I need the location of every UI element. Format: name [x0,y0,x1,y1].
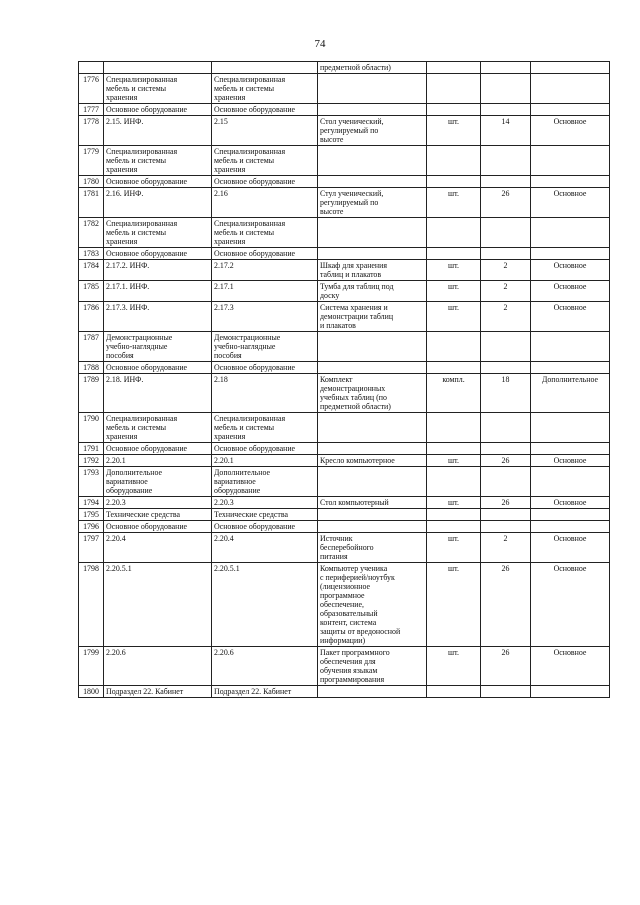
parent-code-cell: 2.20.4 [212,533,318,563]
table-row [79,176,610,188]
table-row [79,281,610,302]
unit-cell: компл. [427,374,481,413]
type-cell [531,362,610,374]
quantity-cell: 2 [481,533,531,563]
code-cell: 2.16. ИНФ. [104,188,212,218]
type-cell [531,62,610,74]
type-cell [531,467,610,497]
quantity-cell [481,176,531,188]
unit-cell: шт. [427,497,481,509]
table-row [79,533,610,563]
code-cell: 2.20.3 [104,497,212,509]
item-name-cell [318,176,427,188]
quantity-cell [481,509,531,521]
unit-cell: шт. [427,455,481,467]
parent-code-cell: 2.20.3 [212,497,318,509]
row-number-cell: 1790 [79,413,104,443]
item-name-cell [318,467,427,497]
parent-code-cell: Основное оборудование [212,521,318,533]
row-number-cell [79,62,104,74]
code-cell: Основное оборудование [104,248,212,260]
row-number-cell: 1792 [79,455,104,467]
row-number-cell: 1796 [79,521,104,533]
quantity-cell [481,686,531,698]
quantity-cell: 14 [481,116,531,146]
quantity-cell [481,218,531,248]
item-name-cell: Компьютер ученика с периферией/ноутбук (лицензионное программное обеспечение, образовательный контент, система защиты от вредоносной информации) [318,563,427,647]
row-number-cell: 1788 [79,362,104,374]
quantity-cell [481,362,531,374]
table-row [79,374,610,413]
unit-cell [427,176,481,188]
quantity-cell: 2 [481,260,531,281]
code-cell: Специализированная мебель и системы хранения [104,413,212,443]
item-name-cell: Шкаф для хранения таблиц и плакатов [318,260,427,281]
row-number-cell: 1780 [79,176,104,188]
parent-code-cell: Технические средства [212,509,318,521]
type-cell [531,509,610,521]
row-number-cell: 1789 [79,374,104,413]
table-row [79,443,610,455]
row-number-cell: 1782 [79,218,104,248]
unit-cell: шт. [427,647,481,686]
quantity-cell: 2 [481,281,531,302]
quantity-cell [481,74,531,104]
parent-code-cell [212,62,318,74]
table-row [79,146,610,176]
code-cell: Основное оборудование [104,176,212,188]
table-row [79,647,610,686]
code-cell: Дополнительное вариативное оборудование [104,467,212,497]
item-name-cell [318,509,427,521]
type-cell: Основное [531,188,610,218]
code-cell: 2.18. ИНФ. [104,374,212,413]
table-row [79,302,610,332]
unit-cell [427,509,481,521]
row-number-cell: 1800 [79,686,104,698]
item-name-cell [318,146,427,176]
code-cell: Технические средства [104,509,212,521]
unit-cell: шт. [427,533,481,563]
parent-code-cell: 2.20.5.1 [212,563,318,647]
item-name-cell: Пакет программного обеспечения для обучения языкам программирования [318,647,427,686]
item-name-cell: Тумба для таблиц под доску [318,281,427,302]
item-name-cell [318,413,427,443]
unit-cell [427,146,481,176]
parent-code-cell: Специализированная мебель и системы хранения [212,74,318,104]
type-cell: Основное [531,563,610,647]
table-row [79,248,610,260]
parent-code-cell: Специализированная мебель и системы хранения [212,146,318,176]
quantity-cell [481,443,531,455]
parent-code-cell: Подраздел 22. Кабинет [212,686,318,698]
item-name-cell: предметной области) [318,62,427,74]
parent-code-cell: Дополнительное вариативное оборудование [212,467,318,497]
parent-code-cell: 2.20.6 [212,647,318,686]
item-name-cell: Комплект демонстрационных учебных таблиц (по предметной области) [318,374,427,413]
unit-cell [427,104,481,116]
type-cell: Основное [531,497,610,509]
quantity-cell [481,467,531,497]
item-name-cell [318,248,427,260]
parent-code-cell: 2.17.2 [212,260,318,281]
code-cell: 2.20.6 [104,647,212,686]
type-cell: Основное [531,302,610,332]
code-cell: 2.17.3. ИНФ. [104,302,212,332]
table-row [79,563,610,647]
item-name-cell [318,443,427,455]
item-name-cell [318,74,427,104]
table-row [79,62,610,74]
row-number-cell: 1794 [79,497,104,509]
code-cell: Основное оборудование [104,443,212,455]
unit-cell [427,686,481,698]
code-cell: Специализированная мебель и системы хранения [104,74,212,104]
unit-cell: шт. [427,281,481,302]
quantity-cell: 18 [481,374,531,413]
quantity-cell: 26 [481,563,531,647]
unit-cell [427,218,481,248]
unit-cell [427,74,481,104]
unit-cell [427,248,481,260]
type-cell [531,686,610,698]
table-row [79,455,610,467]
row-number-cell: 1787 [79,332,104,362]
parent-code-cell: Основное оборудование [212,443,318,455]
row-number-cell: 1781 [79,188,104,218]
row-number-cell: 1784 [79,260,104,281]
item-name-cell [318,686,427,698]
row-number-cell: 1791 [79,443,104,455]
table-row [79,104,610,116]
table-row [79,686,610,698]
type-cell: Основное [531,281,610,302]
unit-cell [427,62,481,74]
item-name-cell [318,362,427,374]
row-number-cell: 1795 [79,509,104,521]
code-cell [104,62,212,74]
code-cell: 2.20.5.1 [104,563,212,647]
item-name-cell [318,332,427,362]
item-name-cell [318,104,427,116]
unit-cell [427,413,481,443]
code-cell: Основное оборудование [104,521,212,533]
quantity-cell [481,104,531,116]
parent-code-cell: Основное оборудование [212,176,318,188]
code-cell: Основное оборудование [104,104,212,116]
type-cell [531,332,610,362]
unit-cell [427,443,481,455]
item-name-cell [318,521,427,533]
row-number-cell: 1797 [79,533,104,563]
parent-code-cell: 2.18 [212,374,318,413]
type-cell: Основное [531,116,610,146]
equipment-table [78,61,610,698]
code-cell: Специализированная мебель и системы хранения [104,218,212,248]
code-cell: 2.20.4 [104,533,212,563]
table-row [79,362,610,374]
table-row [79,332,610,362]
parent-code-cell: Специализированная мебель и системы хранения [212,413,318,443]
page-number: 74 [314,38,326,50]
code-cell: 2.15. ИНФ. [104,116,212,146]
type-cell [531,146,610,176]
item-name-cell: Стол компьютерный [318,497,427,509]
type-cell [531,248,610,260]
type-cell: Основное [531,647,610,686]
quantity-cell [481,62,531,74]
table-row [79,218,610,248]
parent-code-cell: Демонстрационные учебно-наглядные пособия [212,332,318,362]
table-row [79,467,610,497]
quantity-cell: 26 [481,188,531,218]
row-number-cell: 1793 [79,467,104,497]
unit-cell [427,521,481,533]
parent-code-cell: Основное оборудование [212,104,318,116]
type-cell [531,218,610,248]
table-row [79,260,610,281]
row-number-cell: 1783 [79,248,104,260]
type-cell [531,443,610,455]
quantity-cell: 26 [481,647,531,686]
row-number-cell: 1799 [79,647,104,686]
type-cell: Основное [531,455,610,467]
quantity-cell [481,413,531,443]
code-cell: Подраздел 22. Кабинет [104,686,212,698]
row-number-cell: 1798 [79,563,104,647]
type-cell [531,521,610,533]
code-cell: Демонстрационные учебно-наглядные пособия [104,332,212,362]
type-cell: Дополнительное [531,374,610,413]
code-cell: 2.20.1 [104,455,212,467]
item-name-cell: Система хранения и демонстрации таблиц и плакатов [318,302,427,332]
type-cell: Основное [531,260,610,281]
quantity-cell: 26 [481,455,531,467]
parent-code-cell: Основное оборудование [212,248,318,260]
quantity-cell: 26 [481,497,531,509]
item-name-cell [318,218,427,248]
row-number-cell: 1786 [79,302,104,332]
type-cell [531,104,610,116]
quantity-cell [481,332,531,362]
table-row [79,188,610,218]
type-cell [531,176,610,188]
code-cell: Специализированная мебель и системы хранения [104,146,212,176]
unit-cell: шт. [427,302,481,332]
row-number-cell: 1776 [79,74,104,104]
row-number-cell: 1777 [79,104,104,116]
code-cell: 2.17.2. ИНФ. [104,260,212,281]
type-cell: Основное [531,533,610,563]
row-number-cell: 1779 [79,146,104,176]
type-cell [531,74,610,104]
code-cell: Основное оборудование [104,362,212,374]
quantity-cell [481,521,531,533]
unit-cell [427,362,481,374]
parent-code-cell: 2.16 [212,188,318,218]
parent-code-cell: Основное оборудование [212,362,318,374]
unit-cell [427,332,481,362]
parent-code-cell: 2.20.1 [212,455,318,467]
item-name-cell: Стол ученический, регулируемый по высоте [318,116,427,146]
parent-code-cell: 2.17.3 [212,302,318,332]
quantity-cell [481,146,531,176]
row-number-cell: 1778 [79,116,104,146]
code-cell: 2.17.1. ИНФ. [104,281,212,302]
quantity-cell: 2 [481,302,531,332]
parent-code-cell: 2.17.1 [212,281,318,302]
unit-cell [427,467,481,497]
table-row [79,497,610,509]
unit-cell: шт. [427,260,481,281]
item-name-cell: Кресло компьютерное [318,455,427,467]
parent-code-cell: Специализированная мебель и системы хранения [212,218,318,248]
table-row [79,509,610,521]
quantity-cell [481,248,531,260]
item-name-cell: Источник бесперебойного питания [318,533,427,563]
item-name-cell: Стул ученический, регулируемый по высоте [318,188,427,218]
table-row [79,521,610,533]
parent-code-cell: 2.15 [212,116,318,146]
unit-cell: шт. [427,563,481,647]
table-row [79,74,610,104]
table-row [79,413,610,443]
table-row [79,116,610,146]
unit-cell: шт. [427,188,481,218]
row-number-cell: 1785 [79,281,104,302]
unit-cell: шт. [427,116,481,146]
type-cell [531,413,610,443]
